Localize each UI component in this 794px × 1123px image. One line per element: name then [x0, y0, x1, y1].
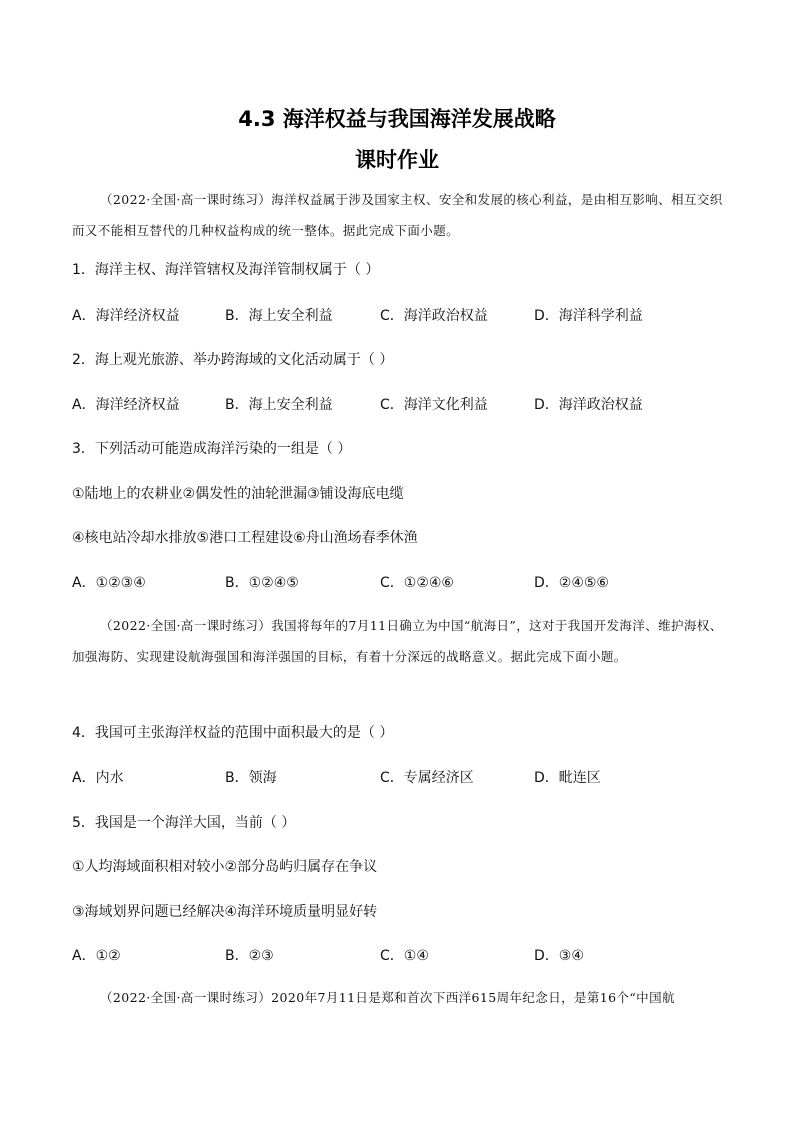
question-5-stem: 5．我国是一个海洋大国，当前（ ） [72, 815, 296, 831]
question-3-option-a: A．①②③④ [72, 575, 146, 591]
material-intro-1: （2022·全国·高一课时练习）海洋权益属于涉及国家主权、安全和发展的核心利益，是由相互影响、相互交织而又不能相互替代的几种权益构成的统一整体。据此完成下面小题。 [72, 192, 723, 238]
question-5-option-c: C．①④ [380, 948, 429, 964]
question-3-statement-2: ④核电站冷却水排放⑤港口工程建设⑥舟山渔场春季休渔 [72, 530, 418, 546]
question-5-statement-1: ①人均海域面积相对较小②部分岛屿归属存在争议 [72, 859, 378, 875]
question-2-option-d: D．海洋政治权益 [534, 397, 643, 413]
question-3-option-c: C．①②④⑥ [380, 575, 454, 591]
question-1-option-b: B．海上安全利益 [225, 308, 333, 324]
question-2-option-b: B．海上安全利益 [225, 397, 333, 413]
question-4-option-d: D．毗连区 [534, 770, 601, 786]
question-4-option-b: B．领海 [225, 770, 277, 786]
question-5-statement-2: ③海域划界问题已经解决④海洋环境质量明显好转 [72, 904, 378, 920]
question-3-option-d: D．②④⑤⑥ [534, 575, 609, 591]
question-3-statement-1: ①陆地上的农耕业②偶发性的油轮泄漏③铺设海底电缆 [72, 486, 404, 502]
question-4-option-c: C．专属经济区 [380, 770, 474, 786]
question-5-option-d: D．③④ [534, 948, 584, 964]
question-3-stem: 3．下列活动可能造成海洋污染的一组是（ ） [72, 441, 352, 457]
page-title: 4.3 海洋权益与我国海洋发展战略 [238, 107, 556, 131]
question-4-option-a: A．内水 [72, 770, 124, 786]
question-4-stem: 4．我国可主张海洋权益的范围中面积最大的是（ ） [72, 725, 394, 741]
question-5-option-b: B．②③ [225, 948, 274, 964]
question-4-options [72, 767, 732, 787]
question-2-stem: 2．海上观光旅游、举办跨海域的文化活动属于（ ） [72, 352, 394, 368]
question-2-option-a: A．海洋经济权益 [72, 397, 180, 413]
page-subtitle: 课时作业 [355, 148, 439, 172]
question-5-option-a: A．①② [72, 948, 121, 964]
question-1-option-a: A．海洋经济权益 [72, 308, 180, 324]
question-5-options [72, 945, 732, 965]
question-1-stem: 1．海洋主权、海洋管辖权及海洋管制权属于（ ） [72, 262, 380, 278]
question-1-option-c: C．海洋政治权益 [380, 308, 488, 324]
question-2-option-c: C．海洋文化利益 [380, 397, 488, 413]
material-intro-3: （2022·全国·高一课时练习）2020年7月11日是郑和首次下西洋615周年纪念日，是第16个“中国航 [100, 990, 675, 1005]
question-3-option-b: B．①②④⑤ [225, 575, 299, 591]
question-1-option-d: D．海洋科学利益 [534, 308, 643, 324]
question-2-options [72, 394, 732, 414]
material-intro-2: （2022·全国·高一课时练习）我国将每年的7月11日确立为中国“航海日”，这对于我国开发海洋、维护海权、加强海防、实现建设航海强国和海洋强国的目标，有着十分深远的战略意义。据此完成下面小题。 [72, 618, 723, 664]
question-1-options [72, 305, 732, 325]
question-3-options [72, 572, 732, 592]
